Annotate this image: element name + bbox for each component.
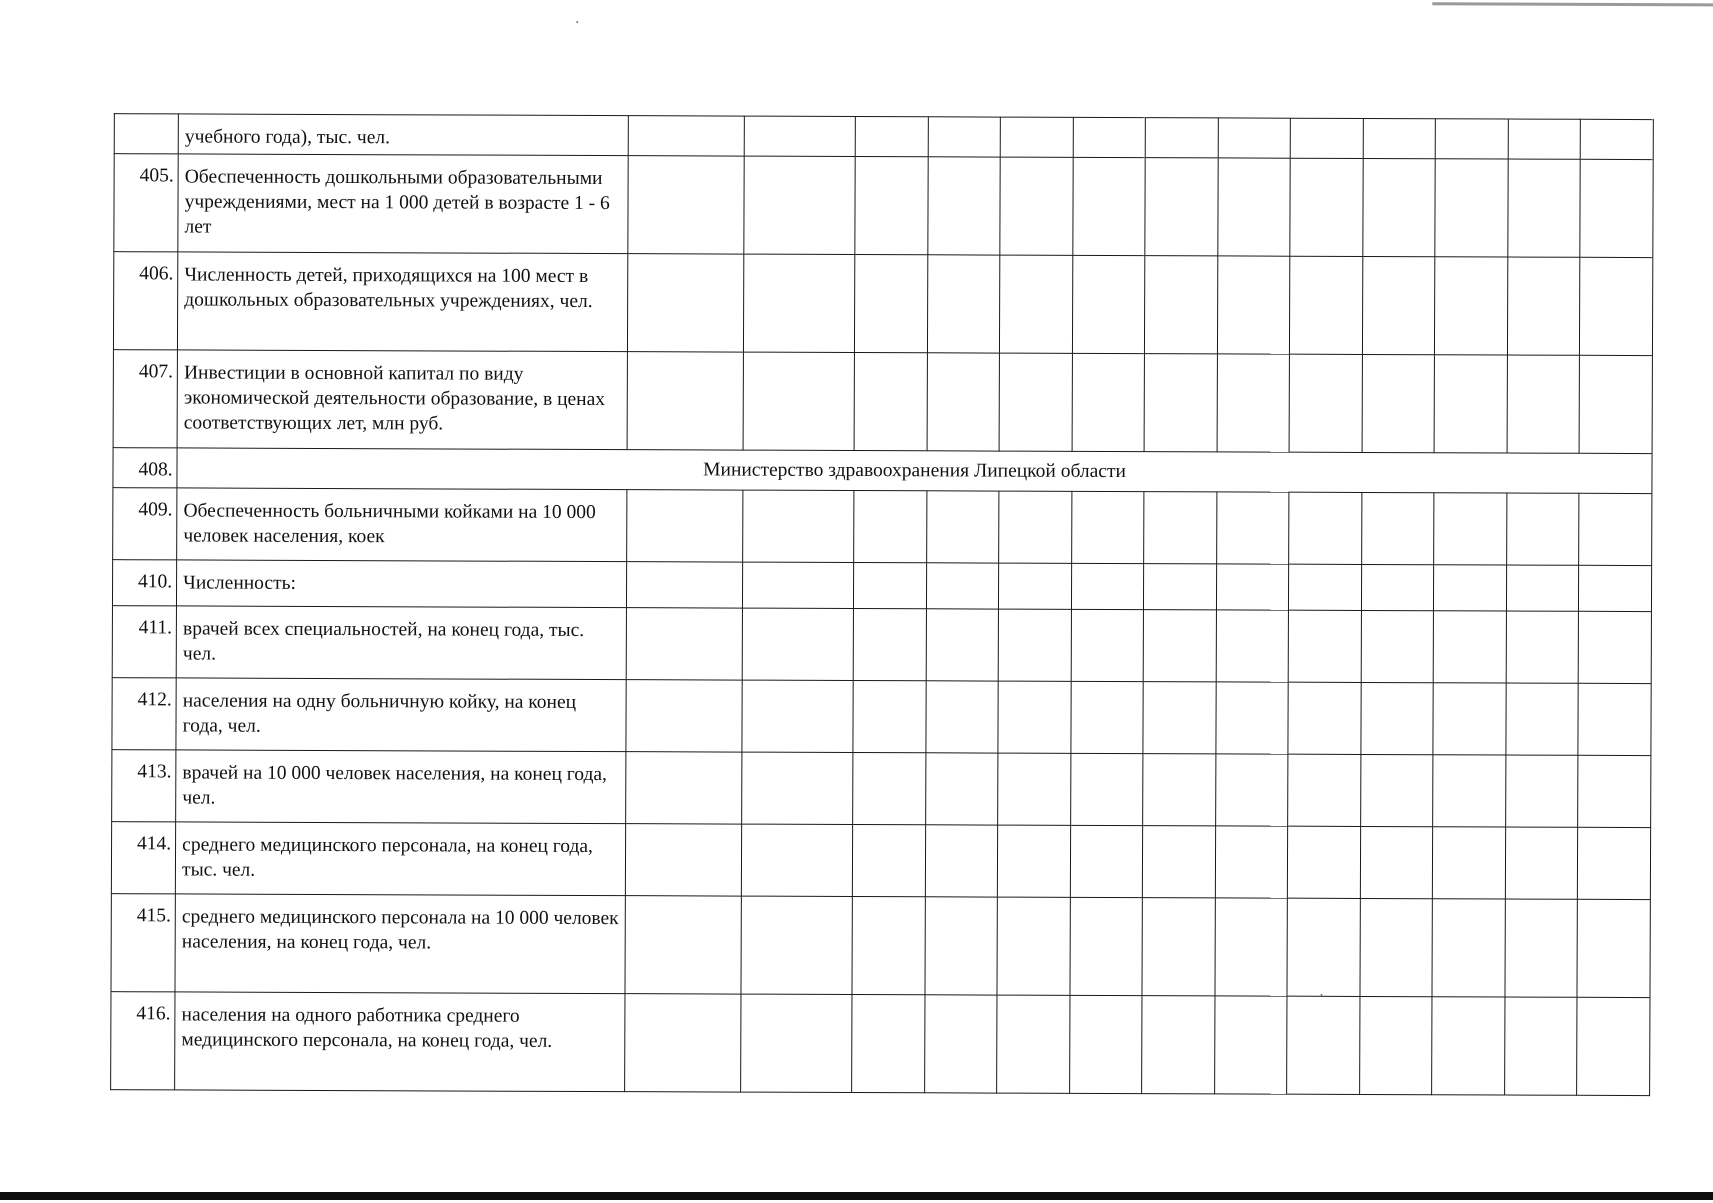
value-cell	[1506, 611, 1579, 683]
value-cell	[626, 680, 742, 752]
value-cell	[1360, 898, 1433, 996]
value-cell	[1577, 997, 1650, 1095]
value-cell	[1433, 827, 1506, 899]
value-cell	[1290, 256, 1363, 354]
value-cell	[854, 353, 927, 451]
value-cell	[852, 825, 925, 897]
value-cell	[854, 491, 927, 563]
value-cell	[742, 490, 854, 562]
value-cell	[1216, 492, 1289, 564]
value-cell	[1070, 753, 1143, 825]
value-cell	[1145, 118, 1218, 158]
value-cell	[1578, 755, 1651, 827]
scan-speck	[1320, 994, 1322, 996]
row-number: 406.	[113, 252, 178, 350]
value-cell	[1216, 564, 1289, 610]
value-cell	[927, 353, 1000, 451]
value-cell	[1505, 899, 1578, 997]
value-cell	[1287, 898, 1360, 996]
value-cell	[743, 254, 855, 352]
table-row	[111, 894, 1650, 998]
value-cell	[1069, 995, 1142, 1093]
value-cell	[742, 680, 854, 752]
value-cell	[1579, 355, 1652, 453]
value-cell	[1143, 682, 1216, 754]
table-row	[114, 114, 1653, 160]
value-cell	[1361, 610, 1434, 682]
value-cell	[1071, 609, 1144, 681]
value-cell	[998, 825, 1071, 897]
scan-bottom-edge	[0, 1192, 1713, 1200]
value-cell	[1070, 825, 1143, 897]
value-cell	[1434, 611, 1507, 683]
value-cell	[1072, 353, 1145, 451]
row-number: 412.	[112, 678, 176, 750]
value-cell	[855, 255, 928, 353]
value-cell	[1144, 492, 1217, 564]
value-cell	[926, 681, 999, 753]
value-cell	[627, 254, 743, 352]
indicator-label: врачей всех специальностей, на конец года, тыс. чел.	[176, 606, 626, 680]
value-cell	[926, 563, 999, 609]
value-cell	[926, 609, 999, 681]
value-cell	[927, 157, 1000, 255]
value-cell	[1580, 159, 1653, 257]
value-cell	[1143, 754, 1216, 826]
value-cell	[1215, 826, 1288, 898]
row-number	[114, 114, 178, 154]
section-heading: Министерство здравоохранения Липецкой области	[177, 448, 1652, 494]
value-cell	[1288, 826, 1361, 898]
value-cell	[1435, 257, 1508, 355]
value-cell	[925, 897, 998, 995]
value-cell	[1000, 117, 1073, 157]
row-number: 405.	[114, 154, 179, 252]
indicator-label: среднего медицинского персонала на 10 000 человек населения, на конец года, чел.	[175, 894, 625, 994]
value-cell	[1360, 826, 1433, 898]
row-number: 407.	[113, 350, 178, 448]
value-cell	[1218, 118, 1291, 158]
value-cell	[628, 116, 744, 156]
table-row	[112, 560, 1651, 612]
value-cell	[925, 825, 998, 897]
value-cell	[1073, 117, 1146, 157]
value-cell	[1578, 683, 1651, 755]
indicator-label: Инвестиции в основной капитал по виду экономической деятельности образование, в ценах соответствующих лет, млн руб.	[177, 350, 627, 450]
value-cell	[1360, 754, 1433, 826]
value-cell	[1215, 898, 1288, 996]
indicator-label: врачей на 10 000 человек населения, на конец года, чел.	[176, 750, 626, 824]
value-cell	[1361, 682, 1434, 754]
value-cell	[1143, 610, 1216, 682]
value-cell	[627, 352, 743, 450]
table-row	[114, 154, 1653, 258]
value-cell	[1433, 755, 1506, 827]
indicator-label: среднего медицинского персонала, на конец года, тыс. чел.	[175, 822, 625, 896]
indicators-table	[110, 113, 1654, 1096]
value-cell	[1363, 158, 1436, 256]
value-cell	[628, 156, 744, 254]
value-cell	[924, 995, 997, 1093]
value-cell	[1144, 564, 1217, 610]
value-cell	[1507, 355, 1580, 453]
value-cell	[1289, 564, 1362, 610]
value-cell	[1287, 996, 1360, 1094]
value-cell	[1217, 256, 1290, 354]
value-cell	[852, 897, 925, 995]
value-cell	[853, 609, 926, 681]
table-row	[113, 350, 1652, 454]
value-cell	[1361, 564, 1434, 610]
value-cell	[1145, 256, 1218, 354]
value-cell	[998, 681, 1071, 753]
table-row	[111, 992, 1650, 1096]
row-number: 411.	[112, 606, 176, 678]
value-cell	[1000, 255, 1073, 353]
value-cell	[925, 753, 998, 825]
value-cell	[1436, 119, 1509, 159]
table-row	[113, 488, 1652, 566]
value-cell	[1506, 755, 1579, 827]
value-cell	[1362, 256, 1435, 354]
value-cell	[744, 116, 856, 156]
value-cell	[1142, 898, 1215, 996]
row-number: 410.	[112, 560, 176, 606]
value-cell	[1432, 899, 1505, 997]
value-cell	[1432, 997, 1505, 1095]
indicator-label: учебного года), тыс. чел.	[178, 114, 628, 156]
value-cell	[1579, 493, 1652, 565]
value-cell	[627, 562, 743, 608]
value-cell	[1214, 996, 1287, 1094]
value-cell	[1508, 159, 1581, 257]
table-row	[112, 606, 1651, 684]
value-cell	[999, 353, 1072, 451]
table-row	[113, 448, 1652, 494]
value-cell	[1433, 683, 1506, 755]
value-cell	[625, 824, 741, 896]
row-number: 414.	[111, 822, 175, 894]
value-cell	[1215, 754, 1288, 826]
value-cell	[1216, 682, 1289, 754]
value-cell	[1000, 157, 1073, 255]
value-cell	[855, 157, 928, 255]
value-cell	[854, 563, 927, 609]
indicator-label: Численность:	[177, 560, 627, 608]
value-cell	[1435, 159, 1508, 257]
value-cell	[627, 490, 743, 562]
value-cell	[740, 994, 852, 1092]
value-cell	[1579, 565, 1652, 611]
value-cell	[853, 753, 926, 825]
value-cell	[1143, 826, 1216, 898]
value-cell	[741, 752, 853, 824]
table-body	[111, 114, 1654, 1096]
row-number: 409.	[113, 488, 177, 560]
value-cell	[1145, 158, 1218, 256]
value-cell	[997, 897, 1070, 995]
value-cell	[742, 608, 854, 680]
value-cell	[1434, 355, 1507, 453]
value-cell	[1073, 157, 1146, 255]
indicator-label: населения на одного работника среднего медицинского персонала, на конец года, чел.	[175, 992, 625, 1092]
value-cell	[1070, 897, 1143, 995]
row-number: 416.	[111, 992, 176, 1090]
value-cell	[1290, 158, 1363, 256]
value-cell	[742, 562, 854, 608]
value-cell	[997, 995, 1070, 1093]
value-cell	[1288, 610, 1361, 682]
value-cell	[1071, 563, 1144, 609]
value-cell	[852, 995, 925, 1093]
value-cell	[927, 255, 1000, 353]
value-cell	[1434, 493, 1507, 565]
value-cell	[855, 117, 928, 157]
scan-edge-line	[1432, 2, 1713, 6]
value-cell	[1508, 119, 1581, 159]
value-cell	[1362, 354, 1435, 452]
indicator-label: населения на одну больничную койку, на конец года, чел.	[176, 678, 626, 752]
table-row	[111, 822, 1650, 900]
value-cell	[1071, 681, 1144, 753]
indicator-label: Обеспеченность больничными койками на 10 000 человек населения, коек	[177, 488, 627, 562]
value-cell	[1144, 354, 1217, 452]
value-cell	[1288, 682, 1361, 754]
value-cell	[743, 156, 855, 254]
value-cell	[1216, 610, 1289, 682]
indicator-label: Обеспеченность дошкольными образовательными учреждениями, мест на 1 000 детей в возрасте 1 - 6 лет	[178, 154, 628, 254]
value-cell	[1579, 611, 1652, 683]
table-row	[112, 750, 1651, 828]
row-number: 408.	[113, 448, 177, 488]
value-cell	[1290, 118, 1363, 158]
value-cell	[1072, 255, 1145, 353]
value-cell	[1142, 996, 1215, 1094]
value-cell	[741, 896, 853, 994]
row-number: 413.	[112, 750, 176, 822]
value-cell	[998, 753, 1071, 825]
row-number: 415.	[111, 894, 176, 992]
value-cell	[1507, 493, 1580, 565]
value-cell	[1071, 491, 1144, 563]
value-cell	[1289, 354, 1362, 452]
value-cell	[625, 896, 741, 994]
value-cell	[1217, 354, 1290, 452]
value-cell	[1361, 492, 1434, 564]
value-cell	[626, 752, 742, 824]
value-cell	[1506, 565, 1579, 611]
value-cell	[1578, 827, 1651, 899]
value-cell	[1289, 492, 1362, 564]
value-cell	[1288, 754, 1361, 826]
value-cell	[853, 681, 926, 753]
value-cell	[999, 563, 1072, 609]
value-cell	[1507, 257, 1580, 355]
value-cell	[626, 608, 742, 680]
value-cell	[1580, 257, 1653, 355]
indicator-label: Численность детей, приходящихся на 100 мест в дошкольных образовательных учреждениях, чел.	[178, 252, 628, 352]
table-row	[112, 678, 1651, 756]
value-cell	[998, 609, 1071, 681]
value-cell	[1577, 899, 1650, 997]
value-cell	[1504, 997, 1577, 1095]
value-cell	[625, 994, 741, 1092]
table-row	[113, 252, 1652, 356]
value-cell	[1506, 683, 1579, 755]
value-cell	[741, 824, 853, 896]
scan-speck	[576, 21, 578, 23]
value-cell	[1581, 119, 1654, 159]
value-cell	[1505, 827, 1578, 899]
value-cell	[1363, 118, 1436, 158]
value-cell	[743, 352, 855, 450]
value-cell	[1359, 996, 1432, 1094]
value-cell	[1218, 158, 1291, 256]
value-cell	[999, 491, 1072, 563]
value-cell	[928, 117, 1001, 157]
value-cell	[1434, 565, 1507, 611]
value-cell	[926, 491, 999, 563]
